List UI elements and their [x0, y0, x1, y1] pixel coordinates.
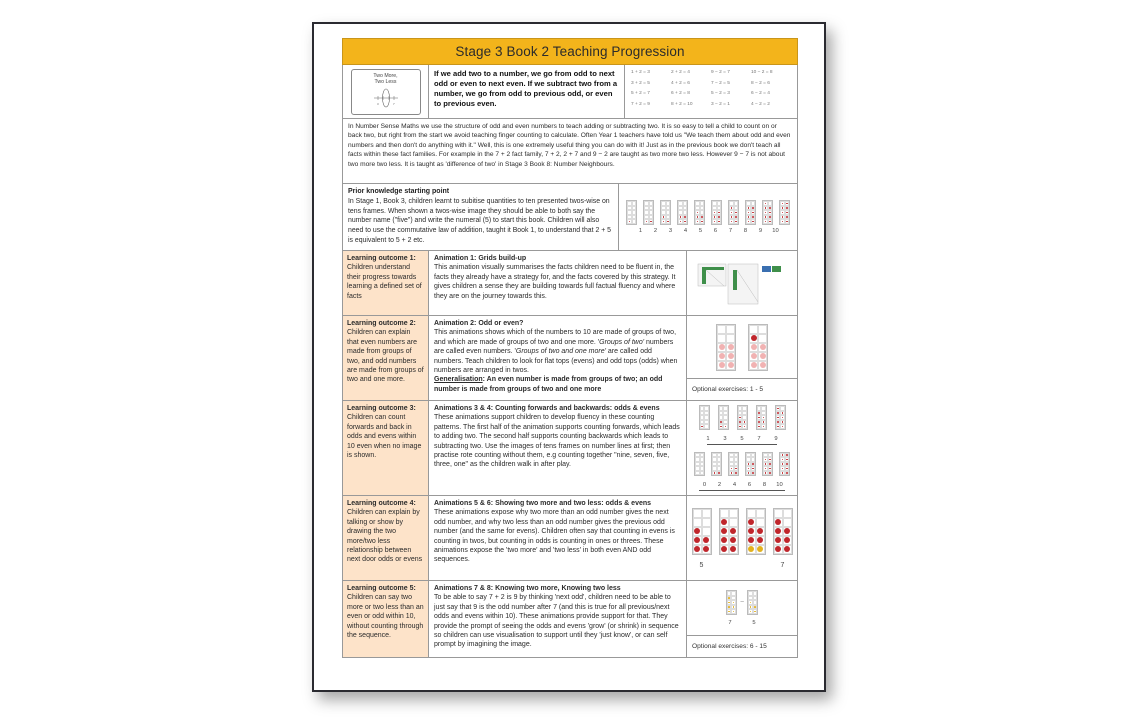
- animation-text: [434, 328, 681, 375]
- even-counting-frames: [694, 452, 790, 477]
- tens-frame: [699, 405, 710, 430]
- minus-sign: −: [739, 599, 745, 606]
- two-more-frames: [692, 508, 793, 555]
- frame-label: 7: [728, 619, 732, 626]
- thumbnail-title-line1: Two More,: [373, 72, 398, 79]
- odd-counting-frames: [699, 405, 786, 430]
- number-line-label: 2: [717, 482, 722, 488]
- tens-frame: [719, 508, 739, 555]
- learning-outcome-4-row: [342, 496, 798, 581]
- frame-label: 10: [772, 227, 779, 234]
- fact: 6 − 2 = 4: [751, 91, 770, 96]
- tens-frame: [745, 200, 756, 225]
- frame-label: 5: [752, 619, 756, 626]
- number-line-label: 3: [723, 435, 727, 442]
- thumbnail-title-line2: Two Less: [374, 78, 397, 85]
- number-line-axis: [699, 490, 785, 491]
- fact: 10 − 2 = 8: [751, 70, 773, 75]
- learning-outcome-3-row: [342, 401, 798, 496]
- number-line-label: 10: [776, 482, 783, 488]
- learning-outcome-2-row: [342, 316, 798, 401]
- frame-label: 5: [699, 561, 704, 569]
- generalisation-label: Generalisation: [434, 376, 483, 384]
- fact: 4 + 2 = 6: [671, 80, 690, 86]
- prior-knowledge-text-cell: [343, 184, 619, 250]
- text-part: are called odd numbers. Teach children to look for flat tops (evens) and odd tops (odds) when numbers are arranged in twos.: [434, 348, 678, 375]
- svg-text:3: 3: [376, 102, 379, 107]
- animation-3-4-preview[interactable]: [687, 401, 797, 495]
- optional-exercises-6-15: Optional exercises: 6 - 15: [687, 635, 797, 657]
- number-line-label: 8: [762, 482, 767, 488]
- book-thumbnail-cell: [343, 65, 429, 118]
- tens-frame: [726, 590, 737, 615]
- tens-frame: [773, 508, 793, 555]
- frame-label: 2: [653, 227, 658, 234]
- animation-2-description: [429, 316, 687, 400]
- svg-text:7: 7: [392, 102, 395, 107]
- number-line-label: 0: [702, 482, 707, 488]
- tens-frame: [756, 405, 767, 430]
- frame-label: [719, 562, 739, 569]
- outcome-label: Learning outcome 1:: [347, 255, 416, 262]
- number-line-label: 7: [757, 435, 761, 442]
- frame-label: 1: [638, 227, 643, 234]
- fact: 6 + 2 = 8: [671, 91, 690, 96]
- tens-frame: [692, 508, 712, 555]
- fact: 7 + 2 = 9: [631, 101, 650, 107]
- learning-outcome-1: [343, 251, 429, 315]
- outcome-text: Children understand their progress towards learning a defined set of facts: [347, 264, 422, 300]
- tens-frame: [711, 200, 722, 225]
- tens-frame: [716, 324, 736, 371]
- book-thumbnail[interactable]: [351, 69, 421, 115]
- tens-frame: [626, 200, 637, 225]
- animation-title: Animation 1: Grids build-up: [434, 255, 527, 262]
- frame-label: 5: [698, 227, 703, 234]
- tens-frame-labels: [636, 228, 780, 234]
- fact: 3 − 2 = 1: [711, 101, 730, 107]
- outcome-label: Learning outcome 2:: [347, 320, 416, 327]
- tens-frame: [711, 452, 722, 477]
- prior-knowledge-row: [342, 184, 798, 251]
- odd-even-frames: [687, 316, 797, 378]
- learning-outcome-5: [343, 581, 429, 657]
- outcome-label: Learning outcome 4:: [347, 500, 416, 507]
- even-number-line: [700, 482, 784, 488]
- fact: 9 − 2 = 7: [711, 70, 730, 75]
- tens-frame: [779, 452, 790, 477]
- animation-3-4-description: [429, 401, 687, 495]
- fact: 2 + 2 = 4: [671, 70, 690, 75]
- tens-frame: [728, 200, 739, 225]
- optional-exercises-1-5: Optional exercises: 1 - 5: [687, 378, 797, 400]
- teaching-progression-sheet: [342, 38, 798, 658]
- animation-title: Animations 7 & 8: Knowing two more, Knowing two less: [434, 585, 621, 592]
- italic-term: Groups of two': [599, 338, 645, 346]
- tens-frames-illustration: [619, 184, 797, 250]
- tens-frame: [775, 405, 786, 430]
- frame-label: 7: [780, 561, 785, 569]
- tens-frame: [728, 452, 739, 477]
- generalisation: [434, 375, 681, 394]
- fact: 5 − 2 = 3: [711, 91, 730, 96]
- tens-frame: [747, 590, 758, 615]
- tens-frame: [677, 200, 688, 225]
- page-title: Stage 3 Book 2 Teaching Progression: [342, 38, 798, 65]
- facts-grid-illustration: [694, 258, 790, 308]
- tens-frame: [660, 200, 671, 225]
- outcome-label: Learning outcome 5:: [347, 585, 416, 592]
- outcome-text: Children can explain that even numbers are made from groups of two, and odd numbers are made from groups of two and one more.: [347, 329, 424, 384]
- number-line-label: 5: [740, 435, 744, 442]
- number-line-label: 6: [747, 482, 752, 488]
- animation-7-8-preview[interactable]: [687, 581, 797, 657]
- italic-term: Groups of two and one more': [515, 348, 606, 356]
- fact: 5 + 2 = 7: [631, 91, 650, 96]
- outcome-label: Learning outcome 3:: [347, 405, 416, 412]
- animation-5-6-description: [429, 496, 687, 580]
- fact: 8 + 2 = 10: [671, 101, 693, 107]
- generalisation-text: : An even number is made from groups of two; an odd number is made from groups of two and one more: [434, 376, 663, 393]
- outcome-text: Children can explain by talking or show by drawing the two more/two less relationship between next door odds or evens: [347, 509, 423, 564]
- tens-frame: [745, 452, 756, 477]
- prior-knowledge-text: In Stage 1, Book 3, children learnt to subitise quantities to ten presented twos-wise on tens frames. When shown a twos-wise image they should be able to both say the number name ("five") and write the numeral (5) to start this book. Children will also need to use the commutative law of addition, taught it Book 1, to understand that 2 + 5 is equivalent to 5 + 2 etc.: [348, 198, 611, 244]
- animation-7-8-description: [429, 581, 687, 657]
- frame-label: 4: [683, 227, 688, 234]
- overview-row: [342, 119, 798, 184]
- tens-frame: [694, 200, 705, 225]
- fact: 8 − 2 = 6: [751, 80, 770, 86]
- animation-title: Animations 5 & 6: Showing two more and two less: odds & evens: [434, 500, 652, 507]
- tens-frame: [762, 200, 773, 225]
- text-part: numbers are called even numbers. ': [434, 338, 674, 356]
- tens-frames-1-to-10: [626, 200, 790, 225]
- frame-label: 7: [728, 227, 733, 234]
- animation-text: This animation visually summarises the facts children need to be fluent in, the facts they already have a strategy for, and the facts covered by this strategy. It gives children a sense they are building towards full factual fluency and where they are on the journey towards this.: [434, 264, 676, 300]
- intro-row: [342, 65, 798, 119]
- text-part: This animations shows which of the numbers to 10 are made of groups of two, and which are made of groups of two and one more. ': [434, 329, 677, 346]
- animation-text: To be able to say 7 + 2 is 9 by thinking 'next odd', children need to be able to just say that 9 is the odd number after 7 (and this is true for all previous/next odds and evens within 10). These animations provide support for that. They provide the prompt of seeing the odds and evens 'grow' (or shrink) in sequence so children can use visualisation to support until they 'just know', or can self prompt by imagining the image.: [434, 594, 679, 649]
- animation-5-6-preview[interactable]: [687, 496, 797, 580]
- prior-knowledge-heading: Prior knowledge starting point: [348, 188, 450, 195]
- knowing-two-less-frames: [726, 590, 758, 615]
- tens-frame: [718, 405, 729, 430]
- tens-frame: [748, 324, 768, 371]
- overview-paragraph: In Number Sense Maths we use the structure of odd and even numbers to teach adding or subtracting two. It is so easy to tell a child to count on or back two, but right from the start we avoid teaching finger counting to calculate. Often Year 1 teachers have told us "We teach them about odd and even numbers and then don't do anything with it." Well, this is one extremely useful thing you can do with it! Just as in the previous book we don't teach all facts within these fact families. For example in the 7 + 2 fact family, 7 + 2, 2 + 7 and 9 − 2 are taught as two more two less. However 9 − 7 is not about two more two less. It is taught as 'difference of two' in Stage 3 Book 8: Number Neighbours.: [348, 123, 791, 168]
- learning-outcome-4: [343, 496, 429, 580]
- knowing-two-less-labels: [726, 620, 759, 626]
- fact: 4 − 2 = 2: [751, 101, 770, 107]
- fact-family-grid: [625, 65, 797, 118]
- outcome-text: Children can say two more or two less than an even or odd within 10, without counting through the sequence.: [347, 594, 424, 640]
- learning-outcome-2: [343, 316, 429, 400]
- fact: 7 − 2 = 5: [711, 80, 730, 86]
- learning-outcome-1-row: [342, 251, 798, 316]
- animation-1-description: [429, 251, 687, 315]
- tens-frame: [746, 508, 766, 555]
- two-more-two-less-statement: If we add two to a number, we go from odd to next odd or even to next even. If we subtract two from a number, we go from odd to previous odd, or even to previous even.: [429, 65, 625, 118]
- tens-frame: [643, 200, 654, 225]
- number-line-axis: [707, 444, 777, 445]
- animation-1-preview[interactable]: [687, 251, 797, 315]
- fact: 1 + 2 = 3: [631, 70, 650, 75]
- number-line-loop-icon: [371, 85, 401, 111]
- animation-title: Animations 3 & 4: Counting forwards and backwards: odds & evens: [434, 405, 660, 412]
- fact: 3 + 2 = 5: [631, 80, 650, 86]
- outcome-text: Children can count forwards and back in odds and evens within 10 even when no image is shown.: [347, 414, 422, 460]
- animation-text: These animations expose why two more than an odd number gives the next odd number, and why two less than an odd number gives the previous odd number (and the same for evens). Children often say that counting in evens is counting in twos, but counting in odds is counting in ones or threes. These animations expose the 'two more' and 'two less' in both even AND odd sequences.: [434, 509, 675, 564]
- number-line-label: 9: [774, 435, 778, 442]
- number-line-label: 4: [732, 482, 737, 488]
- frame-label: 8: [743, 227, 748, 234]
- frame-label: 6: [713, 227, 718, 234]
- tens-frame: [694, 452, 705, 477]
- document-page: [312, 22, 826, 692]
- frame-label: 9: [758, 227, 763, 234]
- tens-frame: [737, 405, 748, 430]
- frame-label: 3: [668, 227, 673, 234]
- animation-title: Animation 2: Odd or even?: [434, 320, 524, 327]
- learning-outcome-3: [343, 401, 429, 495]
- odd-number-line: [704, 436, 781, 442]
- tens-frame: [779, 200, 790, 225]
- animation-text: These animations support children to develop fluency in these counting patterns. The first half of the animation supports counting forwards, which leads to adding two. The second half supports counting backwards which leads to subtracting two. Use the images of tens frames on number lines at first; then practise rote counting without them, e.g counting together "nine, seven, five, three, one" as the children walk in after play.: [434, 414, 680, 469]
- tens-frame: [762, 452, 773, 477]
- animation-2-preview[interactable]: [687, 316, 797, 400]
- frame-label: [746, 562, 766, 569]
- number-line-label: 1: [706, 435, 710, 442]
- two-more-labels: [692, 562, 793, 569]
- learning-outcome-5-row: [342, 581, 798, 658]
